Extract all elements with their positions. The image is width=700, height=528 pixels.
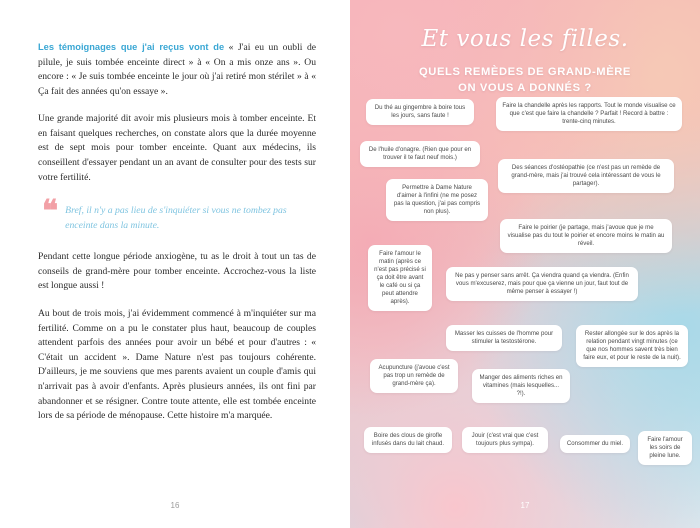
right-page-header	[350, 0, 700, 97]
list-item: Manger des aliments riches en vitamines (mais lesquelles... ?!).	[472, 369, 570, 403]
list-item: Jouir (c'est vrai que c'est toujours plus sympa).	[462, 427, 548, 453]
pull-quote	[42, 195, 316, 233]
bubble-collage	[350, 97, 700, 517]
paragraph-1-rest: « J'ai eu un oubli de pilule, je suis tombée enceinte direct » à « On a mis onze ans ». Ou encore : « Je suis tombée enceinte le jour où j'ai retiré mon stérilet » à « Ça fait des années qu'on essaye ».	[38, 42, 316, 97]
lead-in-text: Les témoignages que j'ai reçus vont de	[38, 42, 225, 52]
page-number-right: 17	[520, 501, 530, 510]
list-item: Faire la chandelle après les rapports. Tout le monde visualise ce que c'est que faire la chandelle ? Parfait ! Record à battre : trente-cinq minutes.	[496, 97, 682, 131]
list-item: Faire le poirier (je partage, mais j'avoue que je me visualise pas du tout le poirier et encore moins le matin au réveil.	[500, 219, 672, 253]
list-item: Permettre à Dame Nature d'aimer à l'infini (ne me posez pas la question, j'ai pas compris non plus).	[386, 179, 488, 221]
quote-mark-icon: ❝	[42, 195, 57, 229]
paragraph-3: Pendant cette longue période anxiogène, tu as le droit à tout un tas de conseils de grand-mère pour tomber enceinte. Accrochez-vous la liste est longue aussi !	[38, 251, 316, 292]
subtitle-line-1: QUELS REMÈDES DE GRAND-MÈRE	[419, 66, 631, 78]
list-item: De l'huile d'onagre. (Rien que pour en trouver il te faut neuf mois.)	[360, 141, 480, 167]
list-item: Faire l'amour les soirs de pleine lune.	[638, 431, 692, 465]
page-subtitle	[372, 65, 678, 97]
list-item: Masser les cuisses de l'homme pour stimuler la testostérone.	[446, 325, 562, 351]
list-item: Faire l'amour le matin (après ce n'est pas précisé si ça doit être avant le café ou si ça peut attendre après).	[368, 245, 432, 312]
list-item: Des séances d'ostéopathie (ce n'est pas un remède de grand-mère, mais j'ai trouvé cela intéressant de vous le partager).	[498, 159, 674, 193]
right-page	[350, 0, 700, 528]
page-number-left: 16	[170, 501, 180, 510]
paragraph-4: Au bout de trois mois, j'ai évidemment commencé à m'inquiéter sur ma fertilité. Comme on a pu le constater plus haut, beaucoup de couples attendent parfois des années pour avoir un bébé et pour d'autres : « C'était un accident ». Dame Nature n'est pas toujours cohérente. D'ailleurs, je me souviens que mes parents avaient un couple d'amis qui n'arrivait pas à avoir d'enfants. Après plusieurs années, ils ont fini par abandonner et se résigner. Contre toute attente, elle est tombée enceinte lors de sa période de ménopause. Cette histoire m'a marquée.	[38, 308, 316, 422]
list-item: Du thé au gingembre à boire tous les jours, sans faute !	[366, 99, 474, 125]
paragraph-1	[38, 40, 316, 99]
page-title: Et vous les filles.	[421, 26, 629, 52]
paragraph-2: Une grande majorité dit avoir mis plusieurs mois à tomber enceinte. Et en faisant quelques recherches, on constate alors que la durée moyenne est de sept mois pour tomber enceinte. Quant aux médecins, ils conseillent d'essayer pendant un an avant de consulter pour des tests sur votre fertilité.	[38, 113, 316, 183]
list-item: Boire des clous de girofle infusés dans du lait chaud.	[364, 427, 452, 453]
list-item: Ne pas y penser sans arrêt. Ça viendra quand ça viendra. (Enfin vous m'excuserez, mais pour que ça vienne un jour, faut tout de même penser à essayer !)	[446, 267, 638, 301]
pull-quote-text: Bref, il n'y a pas lieu de s'inquiéter si vous ne tombez pas enceinte dans la minute.	[65, 205, 287, 231]
list-item: Acupuncture (j'avoue c'est pas trop un remède de grand-mère ça).	[370, 359, 458, 393]
subtitle-line-2: ON VOUS A DONNÉS ?	[458, 81, 592, 94]
list-item: Consommer du miel.	[560, 435, 630, 453]
list-item: Rester allongée sur le dos après la relation pendant vingt minutes (ce que nos hommes savent très bien faire eux, et pour le reste de la nuit).	[576, 325, 688, 367]
